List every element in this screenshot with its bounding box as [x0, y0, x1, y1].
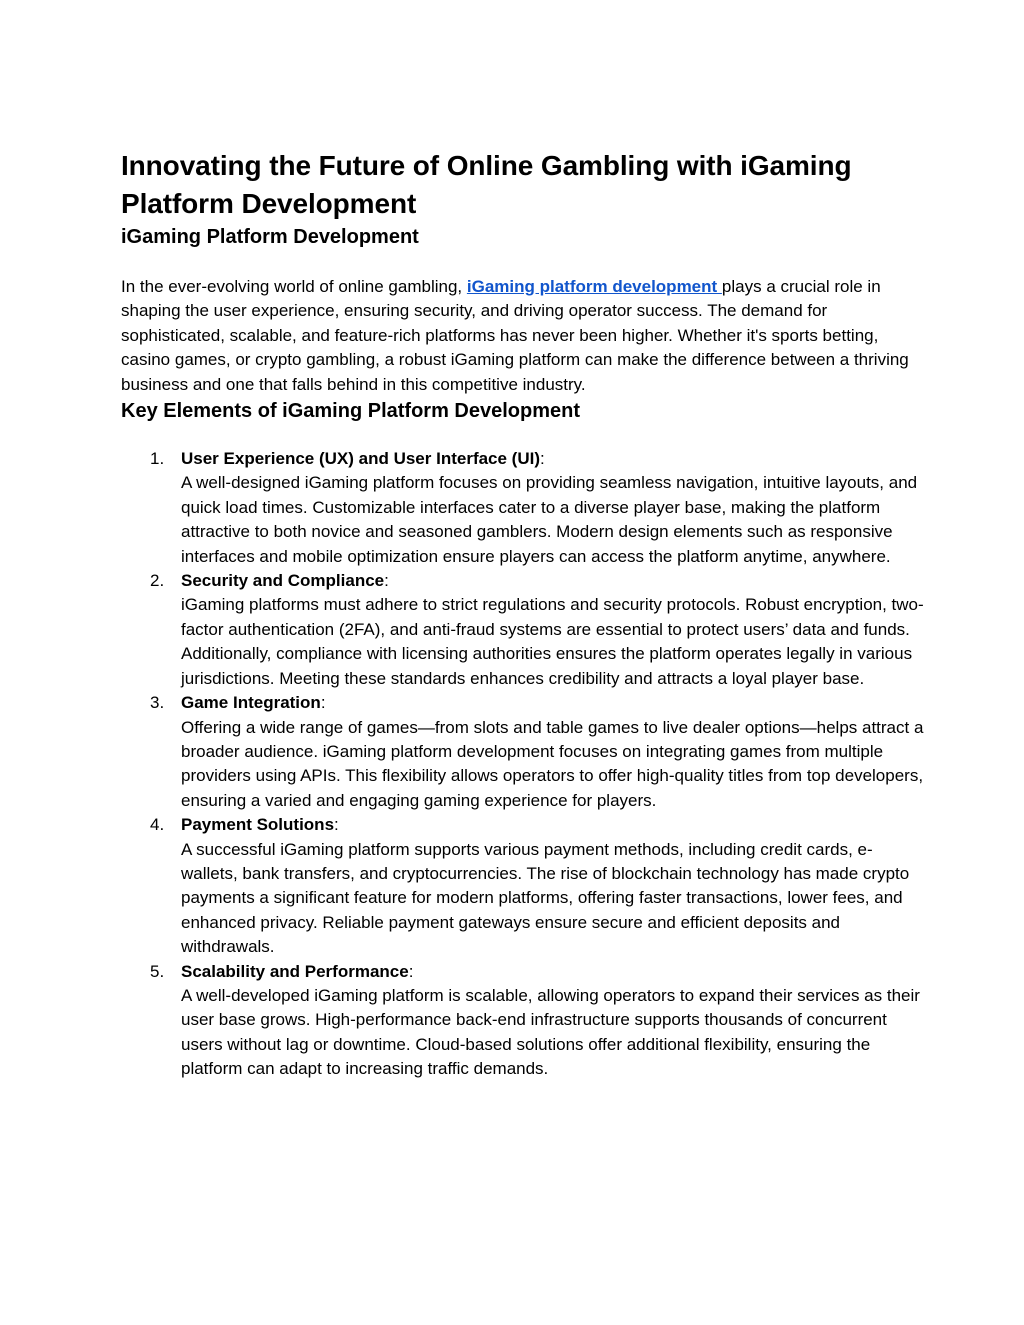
list-item: [121, 447, 924, 569]
list-item-colon: :: [334, 815, 339, 835]
list-item-title: Scalability and Performance: [181, 961, 409, 981]
list-item-number: 3.: [150, 693, 165, 713]
list-item-description: iGaming platforms must adhere to strict regulations and security protocols. Robust encryption, two-factor authentication (2FA), and anti-fraud systems are essential to protect users’ data and funds. Additionally, compliance with licensing authorities ensures the platform operates legally in various jurisdictions. Meeting these standards enhances credibility and attracts a loyal player base.: [181, 595, 924, 688]
list-item-colon: :: [320, 693, 326, 713]
list-item-colon: :: [384, 571, 389, 591]
list-item-description: A successful iGaming platform supports various payment methods, including credit cards, e-wallets, bank transfers, and cryptocurrencies. The rise of blockchain technology has made crypto payments a significant feature for modern platforms, offering faster transactions, lower fees, and enhanced privacy. Reliable payment gateways ensure secure and efficient deposits and withdrawals.: [181, 839, 910, 957]
list-item-title: User Experience (UX) and User Interface (UI): [181, 449, 541, 469]
list-item-colon: :: [408, 961, 414, 981]
section-heading-platform-development: iGaming Platform Development: [121, 226, 419, 248]
list-item: [121, 691, 924, 813]
section-heading-key-elements: Key Elements of iGaming Platform Development: [121, 400, 580, 423]
list-item-number: 2.: [150, 571, 165, 591]
list-item-number: 4.: [150, 815, 165, 835]
list-item: [121, 960, 924, 1082]
list-item-description: Offering a wide range of games—from slots and table games to live dealer options—helps attract a broader audience. iGaming platform development focuses on integrating games from multiple providers using APIs. This flexibility allows operators to offer high-quality titles from top developers, ensuring a varied and engaging gaming experience for players.: [181, 717, 924, 810]
list-item-colon: :: [540, 449, 545, 469]
list-item-description: A well-designed iGaming platform focuses on providing seamless navigation, intuitive layouts, and quick load times. Customizable interfaces cater to a diverse player base, making the platform attractive to both novice and seasoned gamblers. Modern design elements such as responsive interfaces and mobile optimization ensure players can access the platform anytime, anywhere.: [181, 473, 918, 566]
intro-paragraph: [121, 275, 924, 397]
igaming-platform-development-link[interactable]: iGaming platform development: [466, 277, 722, 296]
list-item: [121, 813, 924, 959]
list-item-title: Security and Compliance: [181, 571, 385, 591]
intro-text-after-link: plays a crucial role in shaping the user experience, ensuring security, and driving operator success. The demand for sophisticated, scalable, and feature-rich platforms has never been higher. Whether it's sports betting, casino games, or crypto gambling, a robust iGaming platform can make the difference between a thriving business and one that falls behind in this competitive industry.: [121, 277, 909, 394]
list-item-number: 5.: [150, 961, 165, 981]
list-item-number: 1.: [150, 449, 165, 469]
page-title: Innovating the Future of Online Gambling with iGaming Platform Development: [121, 150, 852, 219]
intro-text-before-link: In the ever-evolving world of online gambling,: [121, 277, 467, 296]
list-item-description: A well-developed iGaming platform is scalable, allowing operators to expand their services as their user base grows. High-performance back-end infrastructure supports thousands of concurrent users without lag or downtime. Cloud-based solutions offer additional flexibility, ensuring the platform can adapt to increasing traffic demands.: [181, 985, 920, 1079]
list-item-title: Game Integration: [181, 693, 321, 713]
list-item: [121, 569, 924, 691]
key-elements-list: [121, 447, 924, 1082]
list-item-title: Payment Solutions: [181, 815, 335, 835]
